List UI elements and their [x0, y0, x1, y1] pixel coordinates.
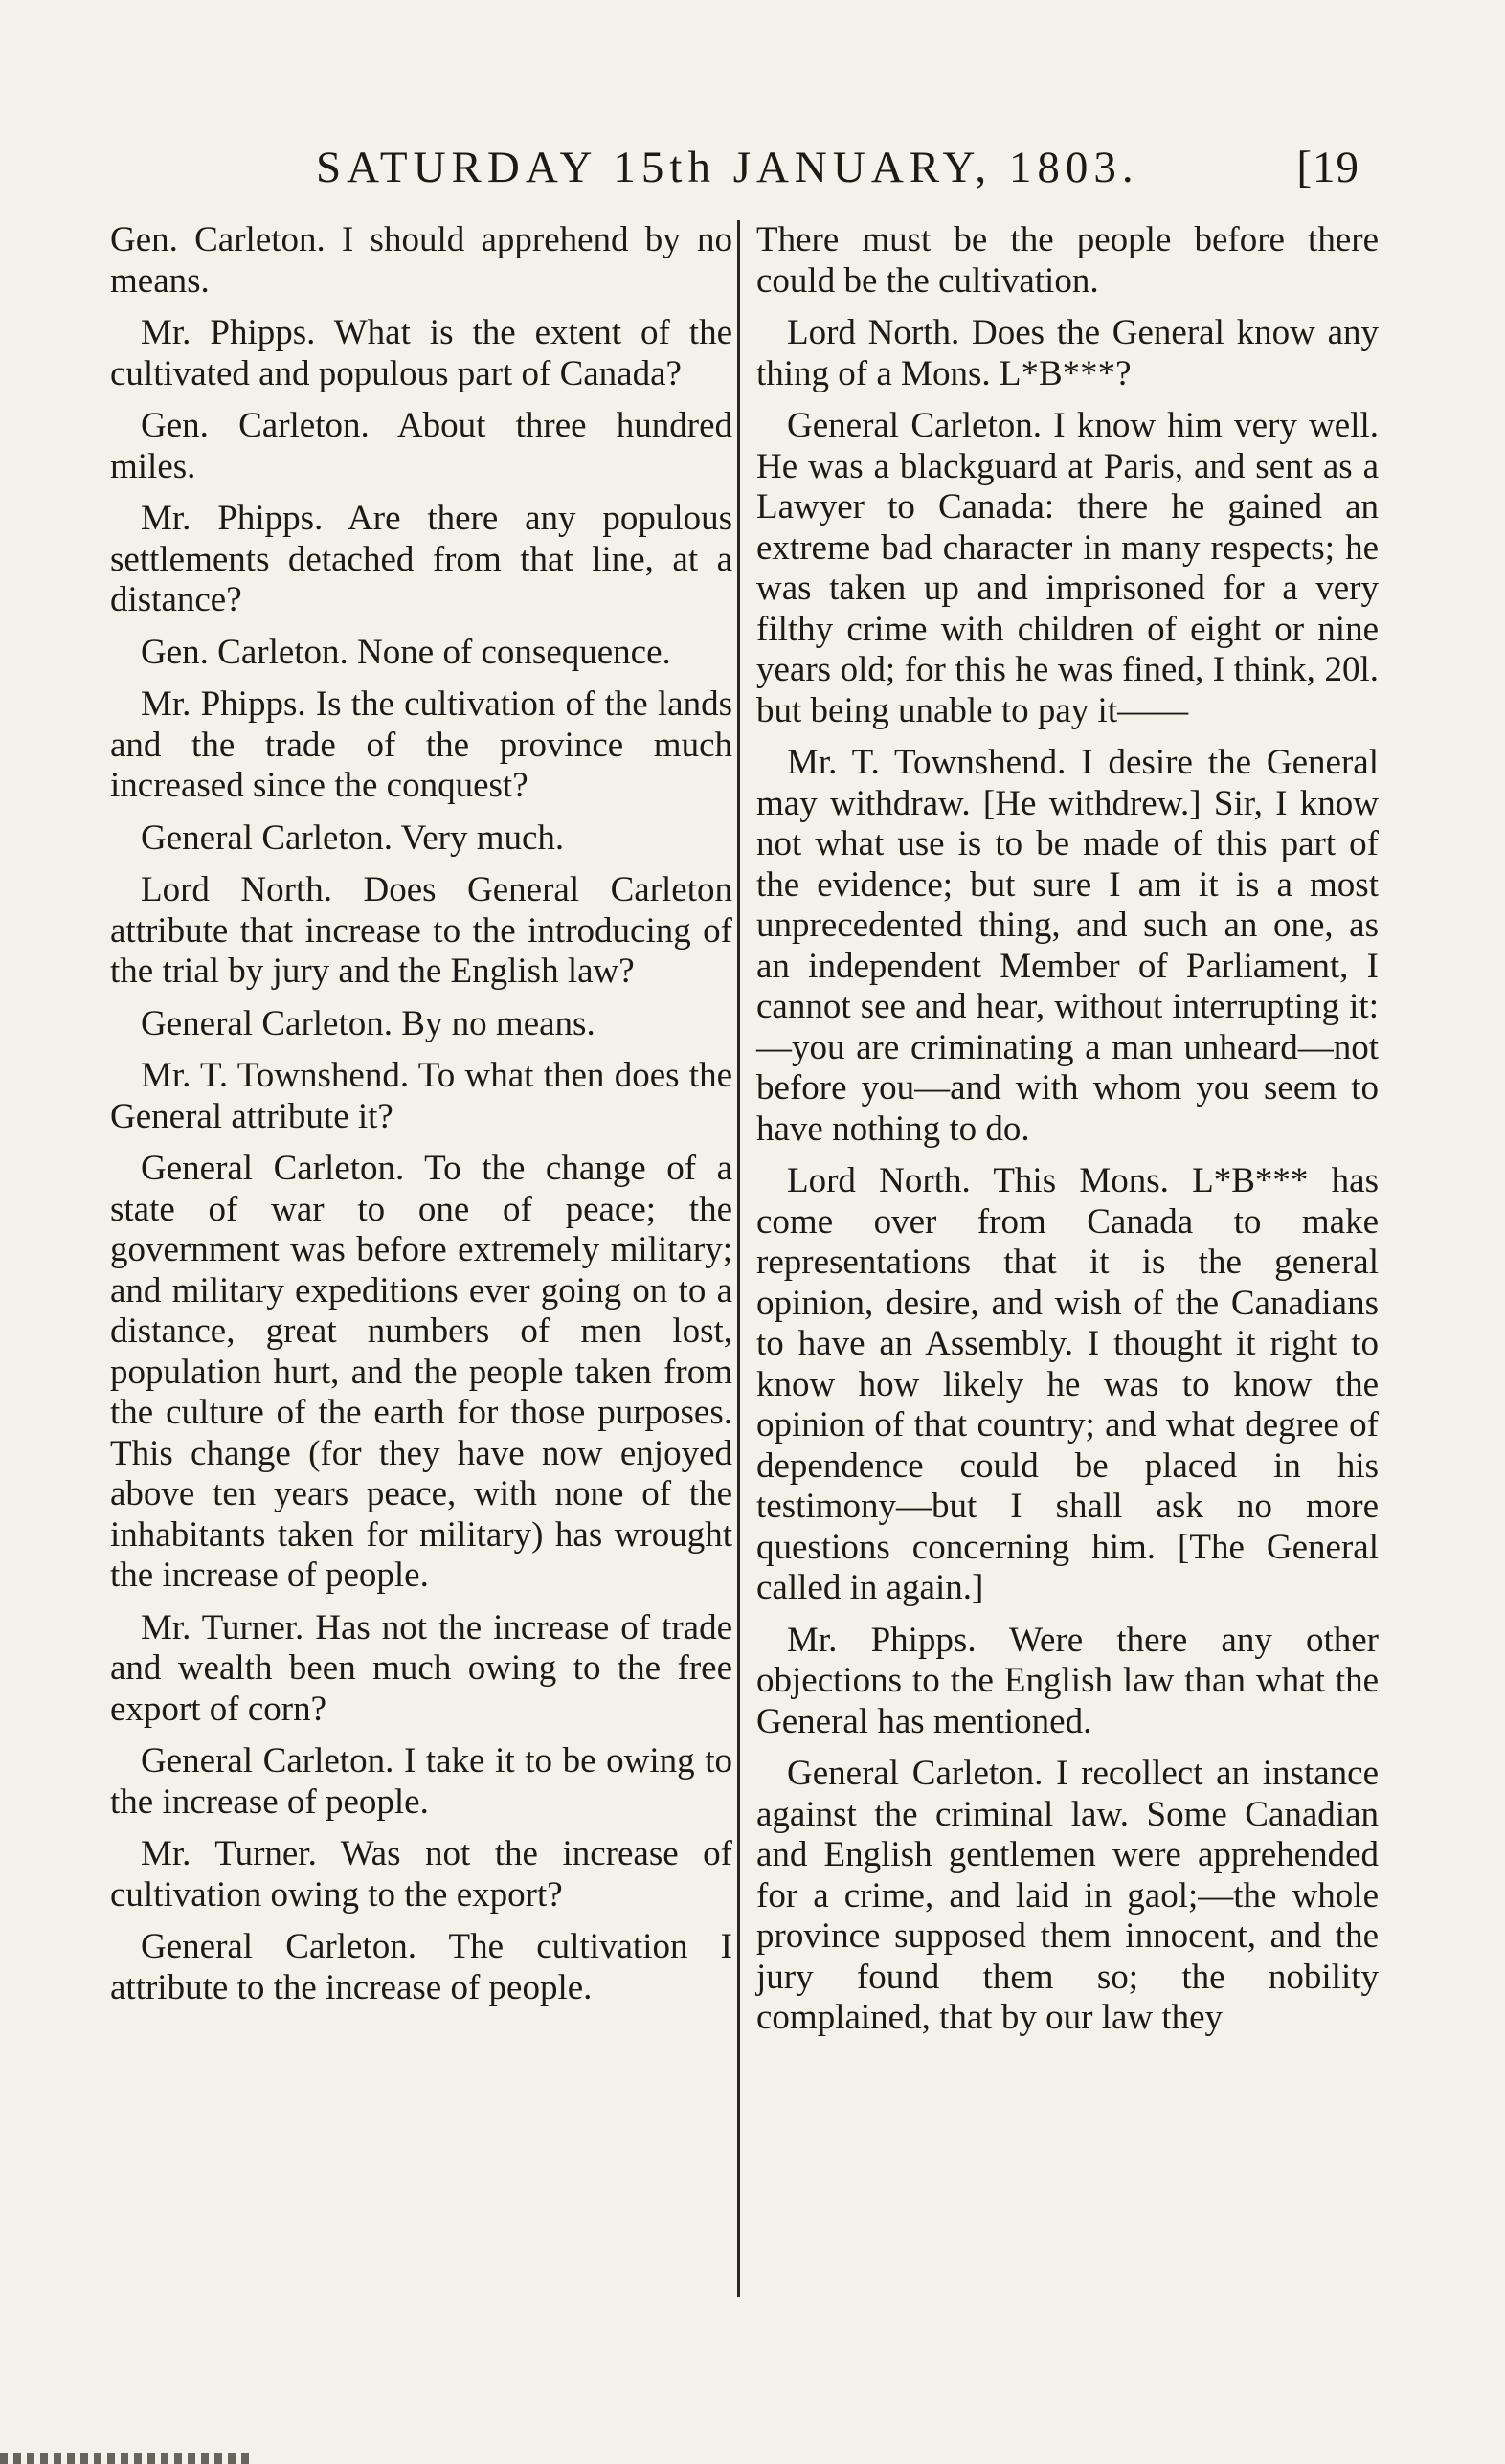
speaker-name: Lord North.	[787, 313, 960, 352]
speech-text: I take it to be owing to the increase of people.	[110, 1741, 732, 1822]
speaker-name: General Carleton.	[141, 818, 393, 858]
paragraph	[756, 313, 1379, 394]
scan-edge-mark	[0, 2453, 249, 2464]
speaker-name: Mr. T. Townshend.	[141, 1056, 410, 1095]
paragraph	[110, 818, 732, 860]
paragraph	[110, 1834, 732, 1915]
page-number: [19	[1296, 143, 1359, 192]
speech-text: To what then does the General attribute it?	[110, 1056, 732, 1136]
speech-text: About three hundred miles.	[110, 406, 732, 486]
speaker-name: Mr. Phipps.	[787, 1620, 977, 1660]
paragraph	[756, 1161, 1379, 1609]
speech-text: The cultivation I attribute to the increase of people.	[110, 1927, 732, 2007]
column-rule	[737, 220, 740, 2297]
paragraph	[110, 406, 732, 487]
speaker-name: Mr. Turner.	[141, 1607, 304, 1647]
speech-text: To the change of a state of war to one of peace; the government was before extremely military; and military expeditions ever going on to a distance, great numbers of men lost, population hurt, and the people taken from the culture of the earth for those purposes. This change (for they have now enjoyed above ten years peace, with none of the inhabitants taken for military) has wrought the increase of people.	[110, 1149, 733, 1595]
speaker-name: Mr. Turner.	[141, 1834, 317, 1873]
speech-text: Were there any other objections to the English law than what the General has mentioned.	[756, 1620, 1379, 1741]
speaker-name: Mr. T. Townshend.	[787, 743, 1067, 782]
speech-text: Was not the increase of cultivation owing to the export?	[110, 1834, 732, 1915]
speech-text: I recollect an instance against the criminal law. Some Canadian and English gentlemen were apprehended for a crime, and laid in gaol;—the whole province supposed them innocent, and the jury found them so; the nobility complained, that by our law they	[756, 1754, 1379, 2037]
paragraph	[110, 870, 732, 993]
speaker-name: General Carleton.	[787, 406, 1042, 445]
speech-text: Does General Carleton attribute that increase to the introducing of the trial by jury and the English law?	[110, 870, 732, 991]
speech-text: Are there any populous settlements detached from that line, at a distance?	[110, 499, 733, 619]
paragraph	[110, 1004, 732, 1045]
speaker-name: Mr. Phipps.	[141, 499, 324, 538]
paragraph	[110, 499, 732, 621]
paragraph	[110, 633, 732, 674]
speaker-name: Mr. Phipps.	[141, 684, 306, 724]
running-header	[201, 142, 1359, 195]
speech-text: Does the General know any thing of a Mons. L*B***?	[756, 313, 1380, 393]
paragraph	[110, 1741, 732, 1823]
left-column	[110, 220, 732, 2020]
speech-text: This Mons. L*B*** has come over from Canada to make representations that it is the general opinion, desire, and wish of the Canadians to have an Assembly. I thought it right to know how likely he was to know the opinion of that country; and what degree of dependence could be placed in his testimony—but I shall ask no more questions concerning him. [The General called in again.]	[756, 1161, 1379, 1607]
speaker-name: Lord North.	[787, 1161, 971, 1200]
paragraph	[110, 1056, 732, 1137]
paragraph	[110, 1608, 732, 1731]
speaker-name: General Carleton.	[141, 1003, 393, 1043]
paragraph	[756, 406, 1379, 731]
paragraph	[110, 313, 732, 394]
speech-text: I know him very well. He was a blackguard at Paris, and sent as a Lawyer to Canada: there he gained an extreme bad character in many respects; he was taken up and imprisoned for a very filthy crime with children of eight or nine years old; for this he was fined, I think, 20l. but being unable to pay it——	[756, 406, 1380, 730]
speech-text: Very much.	[400, 818, 565, 858]
speech-text: Has not the increase of trade and wealth been much owing to the free export of corn?	[110, 1607, 732, 1729]
speaker-name: General Carleton.	[141, 1741, 394, 1781]
paragraph	[756, 1754, 1379, 2039]
speaker-name: Lord North.	[141, 870, 332, 909]
speech-text: What is the extent of the cultivated and populous part of Canada?	[110, 313, 732, 393]
paragraph	[756, 220, 1379, 302]
speech-text: Gen. Carleton. I should apprehend by no means.	[110, 220, 732, 301]
paragraph	[110, 1927, 732, 2008]
paragraph	[110, 220, 732, 302]
paragraph	[110, 1149, 732, 1597]
running-title: SATURDAY 15th JANUARY, 1803.	[316, 143, 1139, 192]
speech-text: Is the cultivation of the lands and the trade of the province much increased since the conquest?	[110, 684, 733, 805]
speaker-name: General Carleton.	[787, 1754, 1044, 1793]
speech-text: I desire the General may withdraw. [He withdrew.] Sir, I know not what use is to be made of this part of the evidence; but sure I am it is a most unprecedented thing, and such an one, as an independent Member of Parliament, I cannot see and hear, without interrupting it:—you are criminating a man unheard—not before you—and with whom you seem to have nothing to do.	[756, 743, 1379, 1149]
paragraph	[756, 743, 1379, 1150]
speech-text: By no means.	[401, 1003, 595, 1043]
right-column	[756, 220, 1379, 2050]
speaker-name: General Carleton.	[141, 1149, 405, 1188]
paragraph	[110, 684, 732, 807]
speaker-name: General Carleton.	[141, 1927, 416, 1966]
paragraph	[756, 1621, 1379, 1743]
speaker-name: Gen. Carleton.	[141, 406, 370, 445]
speech-text: There must be the people before there could be the cultivation.	[756, 220, 1379, 301]
speaker-name: Gen. Carleton.	[141, 632, 348, 672]
speech-text: None of consequence.	[357, 632, 671, 672]
speaker-name: Mr. Phipps.	[141, 313, 316, 352]
